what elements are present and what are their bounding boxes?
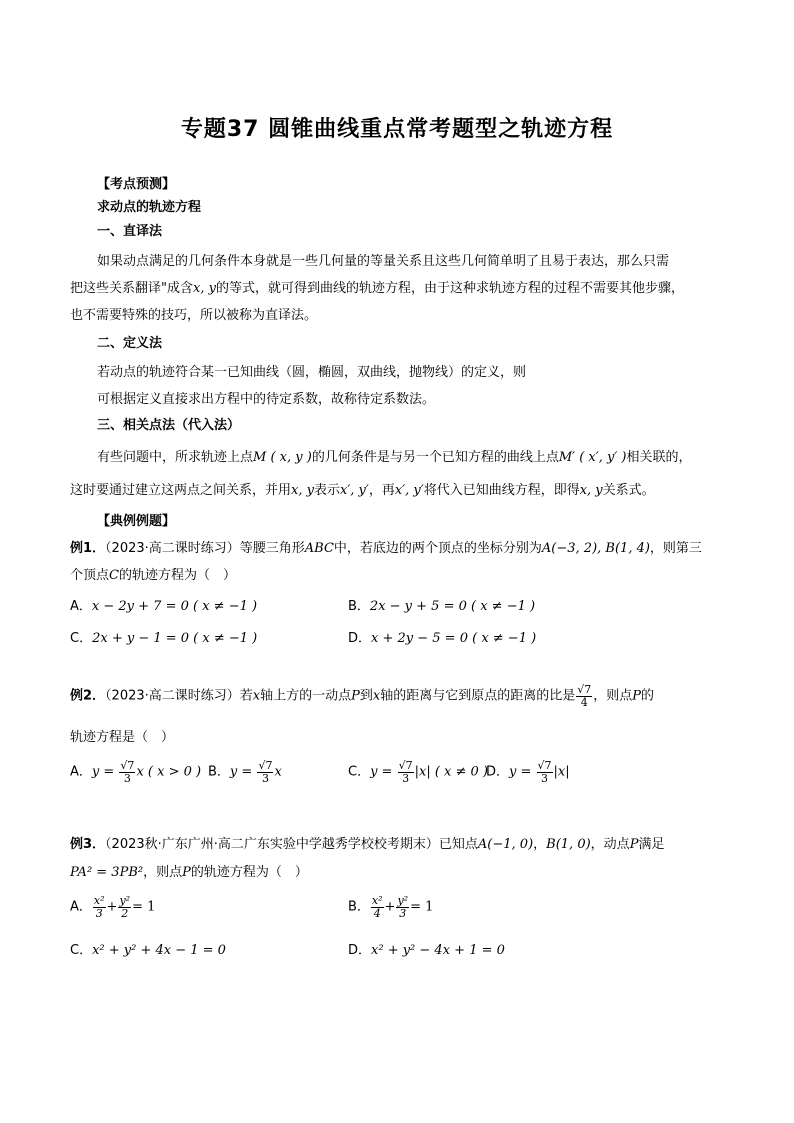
example3-line2: PA² = 3PB²，则点P的轨迹方程为（ ） [70,865,308,880]
example3-line1: 例3．（2023秋·广东广州·高二广东实验中学越秀学校校考期末）已知点A(−1, 0)，B(1, 0)，动点P满足 [70,837,665,852]
example3-option-c: C．x² + y² + 4x − 1 = 0 [70,943,226,958]
example2-option-b: B．y = $\frac{√7}{3}$ x [208,759,282,785]
method1-line2: 把这些关系翻译"成含x, y的等式，就可得到曲线的轨迹方程，由于这种求轨迹方程的过程不需要其他步骤， [70,281,684,296]
method2-line1: 若动点的轨迹符合某一已知曲线（圆，椭圆，双曲线，抛物线）的定义，则 [97,365,527,380]
method2-line2: 可根据定义直接求出方程中的待定系数，故称待定系数法。 [97,392,436,407]
method3-line1: 有些问题中，所求轨迹上点M ( x, y )的几何条件是与另一个已知方程的曲线上点M′ ( x′, y′ )相关联的， [97,450,692,465]
example2-option-d: D．y = $\frac{√7}{3}$ |x| [486,759,570,785]
example3-option-a: A． $\frac{\text{x²}}{3}$ + $\frac{\text{y²}}{2}$ = 1 [70,894,156,920]
method1-line1: 如果动点满足的几何条件本身就是一些几何量的等量关系且这些几何简单明了且易于表达，那么只需 [97,254,670,269]
example2-line2: 轨迹方程是（ ） [70,730,175,745]
example2-option-c: C．y = $\frac{√7}{3}$ |x| ( x ≠ 0 ) [348,759,489,785]
vector-equation: PA² = 3PB² [70,865,144,880]
page-title: 专题37 圆锥曲线重点常考题型之轨迹方程 [180,117,614,142]
example1-option-d: D．x + 2y − 5 = 0 ( x ≠ −1 ) [348,631,537,646]
example2-option-a: A．y = $\frac{√7}{3}$ x ( x > 0 ) [70,759,202,785]
example1-option-b: B．2x − y + 5 = 0 ( x ≠ −1 ) [348,599,536,614]
method1-line3: 也不需要特殊的技巧，所以被称为直译法。 [70,308,318,323]
ratio-fraction: $\frac{√7}{4}$ [577,683,592,709]
method3-title: 三、相关点法（代入法） [97,418,241,433]
example1-option-c: C．2x + y − 1 = 0 ( x ≠ −1 ) [70,631,258,646]
example2-line1: 例2．（2023·高二课时练习）若x轴上方的一动点P到x轴的距离与它到原点的距离的比是 $\frac{√7}{4}$ ，则点P的 [70,683,655,709]
method2-title: 二、定义法 [97,336,163,351]
example1-line1: 例1．（2023·高二课时练习）等腰三角形ABC中，若底边的两个顶点的坐标分别为A(−3, 2), B(1, 4)，则第三 [70,541,702,556]
method3-line2: 这时要通过建立这两点之间关系，并用x, y表示x′, y′，再x′, y′将代入已知曲线方程，即得x, y关系式。 [70,483,655,498]
section-predict-subtitle: 求动点的轨迹方程 [97,200,202,215]
example3-option-b: B． $\frac{\text{x²}}{4}$ + $\frac{\text{y²}}{3}$ = 1 [348,894,434,920]
example1-line2: 个顶点C的轨迹方程为（ ） [70,568,236,583]
method1-title: 一、直译法 [97,224,163,239]
section-examples: 【典例例题】 [97,514,176,529]
section-predict: 【考点预测】 [97,177,176,192]
example3-option-d: D．x² + y² − 4x + 1 = 0 [348,943,505,958]
example1-option-a: A．x − 2y + 7 = 0 ( x ≠ −1 ) [70,599,258,614]
